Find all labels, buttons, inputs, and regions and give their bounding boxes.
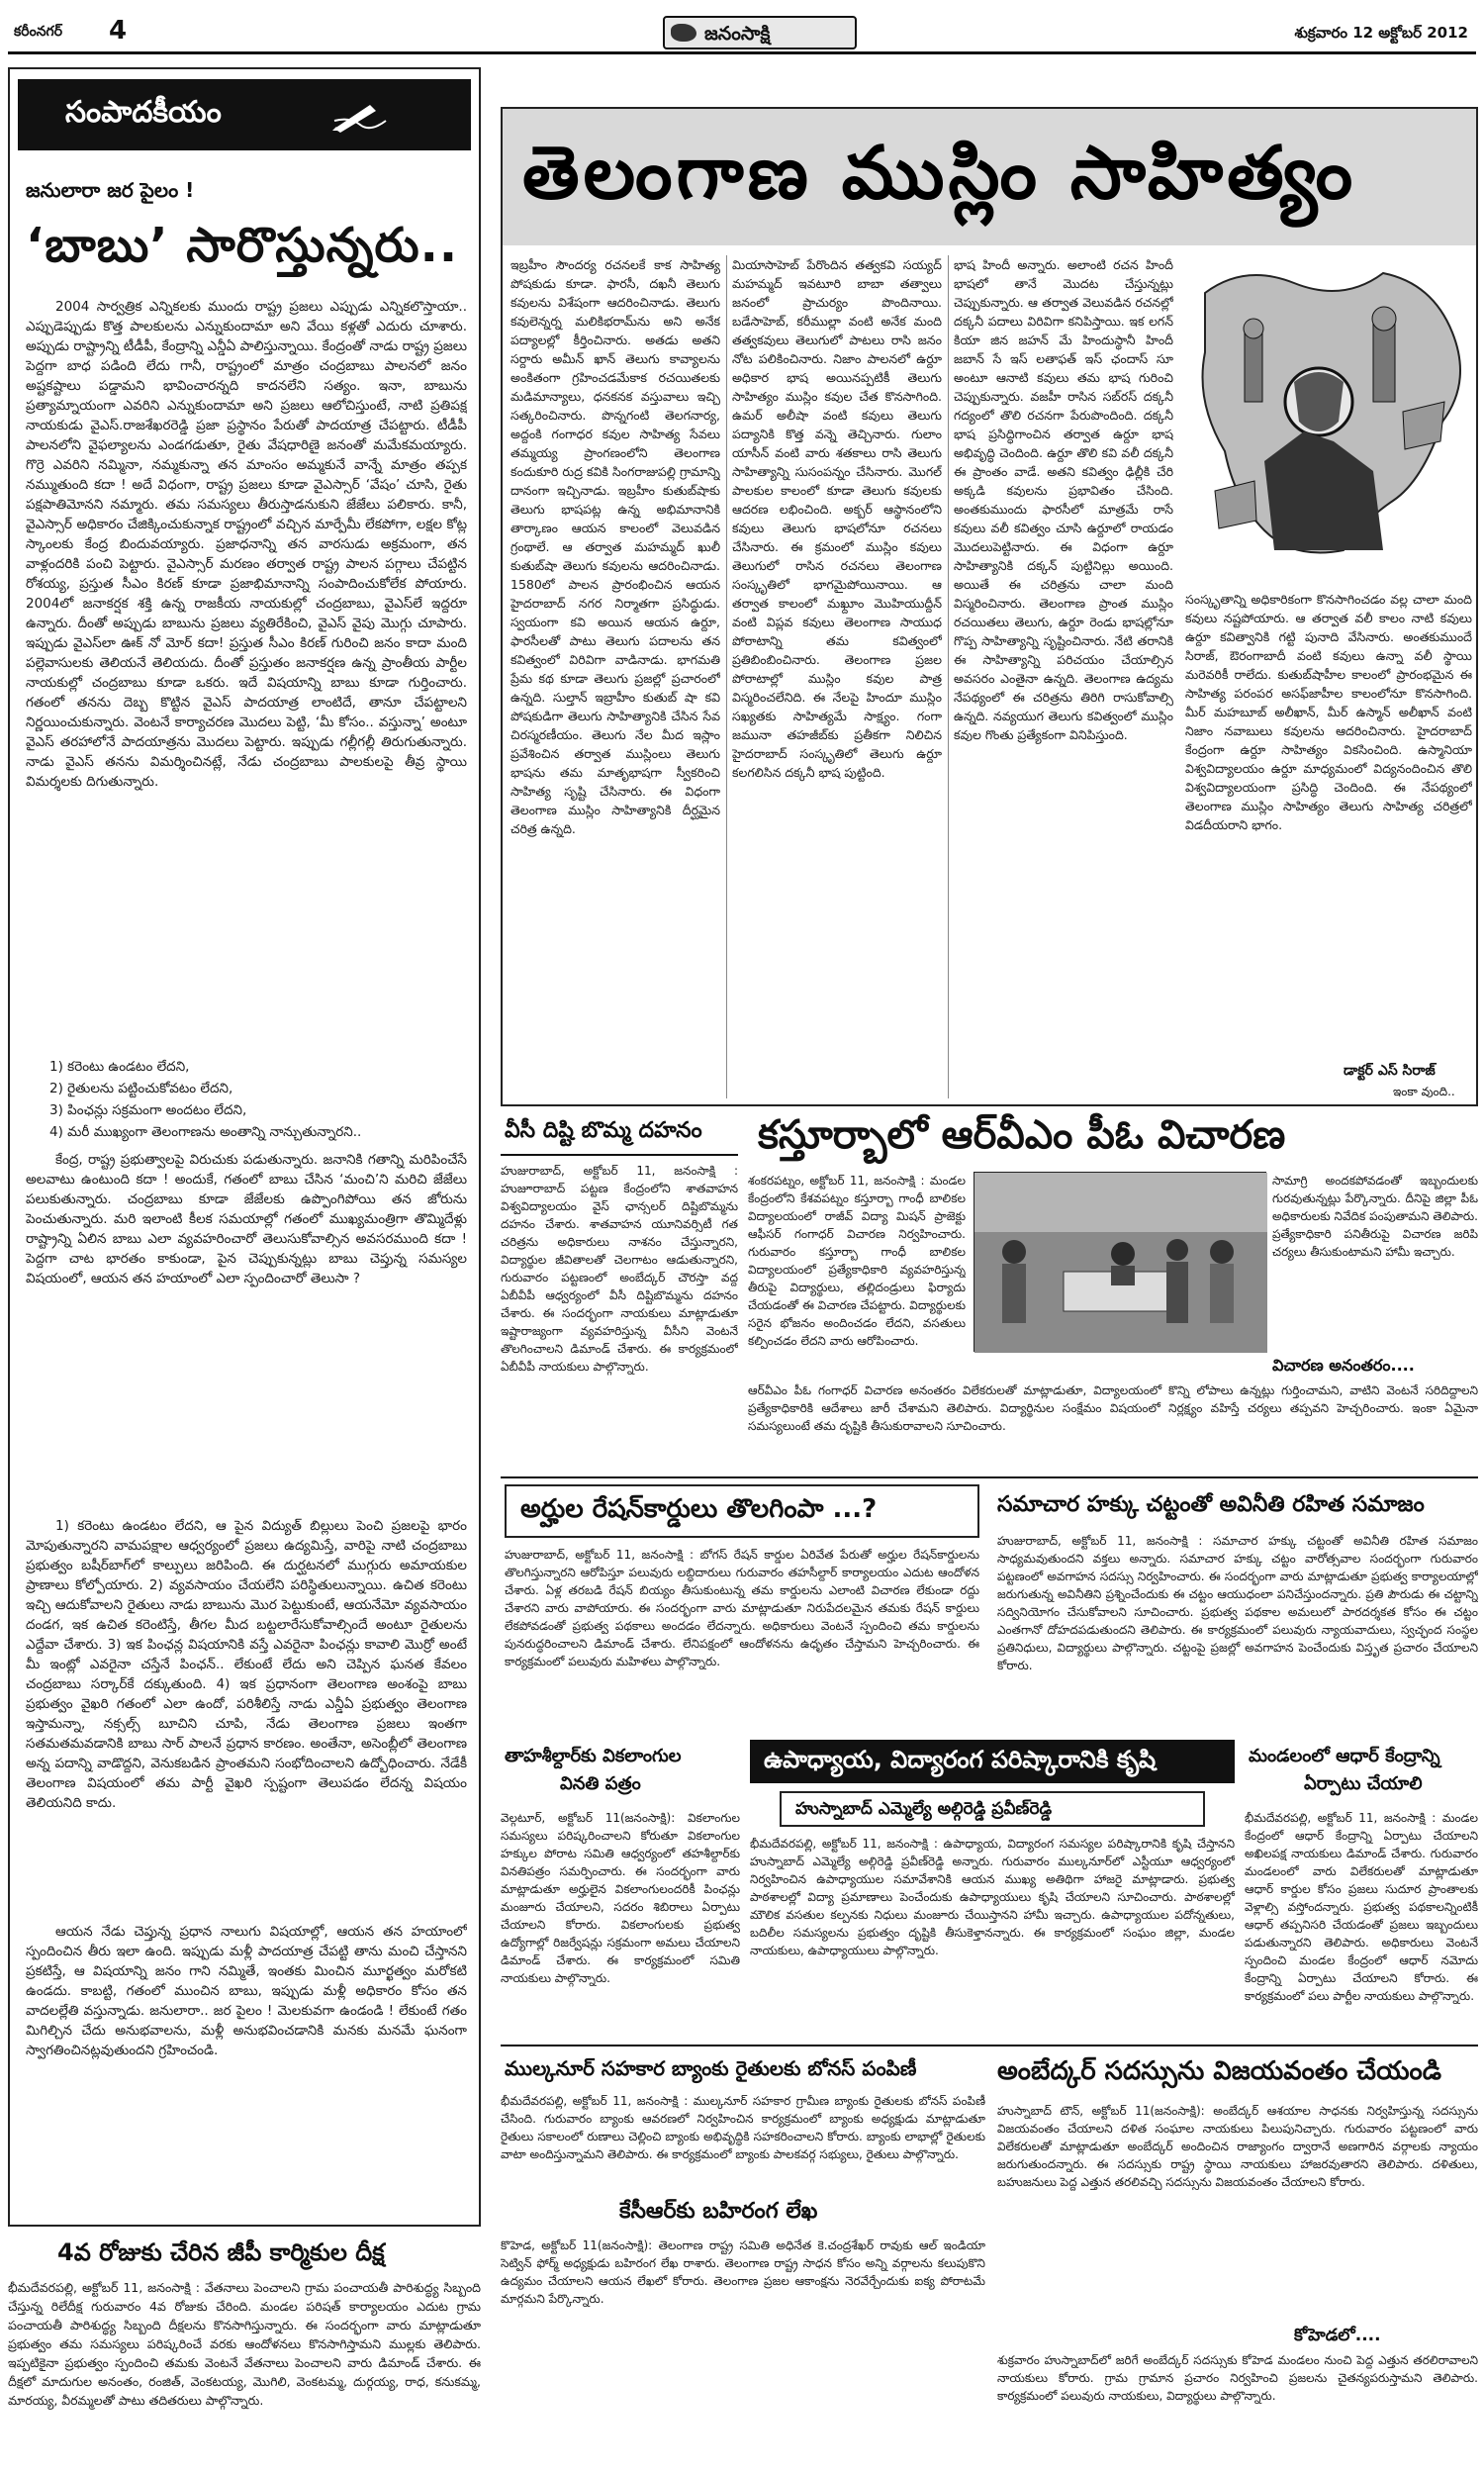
list-item: 3) పింఛన్లు సక్రమంగా అందటం లేదని, [49,1102,247,1118]
story-body: భీమదేవరపల్లి, అక్టోబర్ 11, జనంసాక్షి : ఉపాధ్యాయ, విద్యారంగ సమస్యల పరిష్కారానికి కృషి చేస్తానని హుస్నాబాద్ ఎమ్మెల్యే అల్గిరెడ్డి ప్రవీణ్‌రెడ్డి అన్నారు. గురువారం ముల్కనూర్‌లో ఎస్టీయూ ఆధ్వర్యంలో నిర్వహించిన ఉపాధ్యాయుల సమావేశానికి ఆయన ముఖ్య అతిథిగా హాజరై మాట్లాడారు. ప్రభుత్వ పాఠశాలల్లో విద్యా ప్రమాణాలు పెంచేందుకు ఉపాధ్యాయులు కృషి చేయాలని సూచించారు. పాఠశాలల్లో మౌలిక వసతుల కల్పనకు నిధులు మంజూరు చేయిస్తానని హామీ ఇచ్చారు. ఉపాధ్యాయుల పదోన్నతులు, బదిలీల సమస్యలను ప్రభుత్వం దృష్టికి తీసుకెళ్తానన్నారు. ఈ కార్యక్రమంలో సంఘం జిల్లా, మండల నాయకులు, ఉపాధ్యాయులు పాల్గొన్నారు. [750,1837,1235,1957]
story-body: భీమదేవరపల్లి, అక్టోబర్ 11, జనంసాక్షి : వేతనాలు పెంచాలని గ్రామ పంచాయతీ పారిశుద్ధ్య సిబ్బంది చేస్తున్న రిలేదీక్ష గురువారం 4వ రోజుకు చేరింది. మండల పరిషత్ కార్యాలయం ఎదుట గ్రామ పంచాయతీ పారిశుద్ధ్య సిబ్బంది దీక్షలను కొనసాగిస్తున్నారు. ఈ సందర్భంగా వారు మాట్లాడుతూ ప్రభుత్వం తమ సమస్యలు పరిష్కరించే వరకు ఆందోళనలు కొనసాగిస్తామని ముల్లకు తెలిపారు. ఇప్పటికైనా ప్రభుత్వం స్పందించి తమకు వెంటనే వేతనాలు పెంచాలని వారు డిమాండ్ చేశారు. ఈ దీక్షలో మాదుగుల అనంతం, రంజిత్, వెంకటయ్య, మొగిలి, వెంకటమ్మ, దుర్గయ్య, రాధ, కనుకమ్మ, మారయ్య, వీరమ్మలతో పాటు తదితరులు పాల్గొన్నారు. [8,2280,481,2408]
list-item: 2) రైతులను పట్టించుకోవటం లేదని, [49,1081,233,1096]
story-headline: కస్తూర్బాలో ఆర్‌వీఎం పీఓ విచారణ [758,1112,1286,1158]
feature-illustration [1185,253,1472,580]
headline-band [750,1740,1235,1783]
editorial-label: సంపాదకీయం [65,95,222,130]
column-divider [726,255,727,1098]
story-headline: అంబేద్కర్ సదస్సును విజయవంతం చేయండి [997,2056,1441,2086]
feature-col-2: మియాసాహెబ్ పేరొందిన తత్వకవి సయ్యద్ మహమ్మద్ ఇవటూరి బాబా తత్వాలు జనంలో ప్రాచుర్యం పొందినాయి. బడేసాహెబ్, కరీముల్లా వంటి అనేక మంది తత్వకవులు తెలుగులో పాటలు రాసి జనం నోట పలికించినారు. నిజాం పాలనలో ఉర్దూ అధికార భాష అయినప్పటికీ తెలుగు సాహిత్యం ముస్లిం కవుల చేత కొనసాగింది. ఉమర్ అలీషా వంటి కవులు తెలుగు పద్యానికి కొత్త వన్నె తెచ్చినారు. గులాం యాసీన్ వంటి వారు శతకాలు రాసి తెలుగు సాహిత్యాన్ని సుసంపన్నం చేసినారు. మొగల్ పాలకుల కాలంలో కూడా తెలుగు కవులకు ఆదరణ లభించింది. అక్బర్ ఆస్థానంలోని కవులు తెలుగు భాషలోనూ రచనలు చేసినారు. ఈ క్రమంలో ముస్లిం కవులు తెలుగులో రాసిన రచనలు తెలంగాణ సంస్కృతిలో భాగమైపోయినాయి. ఆ తర్వాత కాలంలో మఖ్దూం మొహియుద్దీన్ వంటి విప్లవ కవులు తెలంగాణ సాయుధ పోరాటాన్ని తమ కవిత్వంలో ప్రతిబింబించినారు. తెలంగాణ ప్రజల పోరాటాల్లో ముస్లిం కవుల పాత్ర విస్మరించలేనిది. ఈ నేలపై హిందూ ముస్లిం సఖ్యతకు సాహిత్యమే సాక్ష్యం. గంగా జమునా తహజీబ్‌కు ప్రతీకగా నిలిచిన హైదరాబాద్ సంస్కృతిలో తెలుగు ఉర్దూ కలగలిసిన దక్కనీ భాష పుట్టింది. [732,257,942,780]
story-teachers [750,1740,1235,2037]
story-headline: తాహశీల్దార్‌కు వికలాంగుల [505,1746,682,1766]
list-item: 4) మరీ ముఖ్యంగా తెలంగాణను అంతాన్ని నాన్చుతున్నారని.. [49,1124,362,1140]
editorial-box [8,67,481,2227]
subtitle-box [780,1791,1205,1827]
page-number: 4 [109,16,128,46]
story-subhead: కోహెడలో.... [1294,2326,1381,2345]
issue-date: శుక్రవారం 12 అక్టోబర్ 2012 [1294,24,1468,42]
telangana-map-illustration [1185,253,1472,580]
story-rti [997,1484,1478,1732]
story-body: భీమదేవరపల్లి, అక్టోబర్ 11, జనంసాక్షి : ముల్కనూర్ సహకార గ్రామీణ బ్యాంకు రైతులకు బోనస్ పంపిణీ చేసింది. గురువారం బ్యాంకు ఆవరణలో నిర్వహించిన కార్యక్రమంలో బ్యాంకు అధ్యక్షుడు మాట్లాడుతూ రైతులు సకాలంలో రుణాలు చెల్లించి బ్యాంకు అభివృద్ధికి సహకరించాలని కోరారు. బ్యాంకు లాభాల్లో రైతులకు వాటా అందిస్తున్నామని తెలిపారు. ఈ కార్యక్రమంలో బ్యాంకు పాలకవర్గ సభ్యులు, రైతులు పాల్గొన్నారు. [501,2094,985,2161]
editorial-title: ‘బాబు’ సారొస్తున్నరు.. [26,218,459,273]
list-item: 1) కరెంటు ఉండటం లేదని, [49,1059,190,1075]
headline-rule [501,1154,738,1156]
story-body: హుజురాబాద్, అక్టోబర్ 11, జనంసాక్షి : సమాచార హక్కు చట్టంతో అవినీతి రహిత సమాజం సాధ్యమవుతుందని వక్తలు అన్నారు. సమాచార హక్కు చట్టం వారోత్సవాల సందర్భంగా గురువారం పట్టణంలో అవగాహన సదస్సు నిర్వహించారు. ఈ సందర్భంగా వారు మాట్లాడుతూ ప్రభుత్వ కార్యాలయాల్లో జరుగుతున్న అవినీతిని ప్రశ్నించేందుకు ఈ చట్టం ఆయుధంలా పనిచేస్తుందన్నారు. ప్రతి పౌరుడు ఈ చట్టాన్ని సద్వినియోగం చేసుకోవాలని సూచించారు. ప్రభుత్వ పథకాల అమలులో పారదర్శకత కోసం ఈ చట్టం ఎంతగానో దోహదపడుతుందని తెలిపారు. ఈ కార్యక్రమంలో పలువురు న్యాయవాదులు, స్వచ్ఛంద సంస్థల ప్రతినిధులు, విద్యార్థులు పాల్గొన్నారు. చట్టంపై ప్రజల్లో అవగాహన పెంచేందుకు విస్తృత ప్రచారం చేయాలని కోరారు. [997,1534,1478,1672]
story-subhead: విచారణ అనంతరం.... [1272,1356,1415,1375]
logo-text: జనంసాక్షి [704,23,771,45]
story-body-bottom: ఆర్‌వీఎం పీఓ గంగాధర్ విచారణ అనంతరం విలేకరులతో మాట్లాడుతూ, విద్యాలయంలో కొన్ని లోపాలు ఉన్నట్లు గుర్తించామని, వాటిని వెంటనే సరిదిద్దాలని ప్రత్యేకాధికారికి ఆదేశాలు జారీ చేశామని తెలిపారు. విద్యార్థినుల సంక్షేమం విషయంలో నిర్లక్ష్యం వహిస్తే చర్యలు తప్పవని హెచ్చరించారు. ఇంకా ఏమైనా సమస్యలుంటే తమ దృష్టికి తీసుకురావాలని సూచించారు. [748,1383,1478,1433]
story-headline: కేసీఆర్‌కు బహిరంగ లేఖ [619,2199,818,2224]
story-body: హుస్నాబాద్ టౌన్, అక్టోబర్ 11(జనంసాక్షి): అంబేద్కర్ ఆశయాల సాధనకు నిర్వహిస్తున్న సదస్సును విజయవంతం చేయాలని దళిత సంఘాల నాయకులు పిలుపునిచ్చారు. గురువారం పట్టణంలో వారు విలేకరులతో మాట్లాడుతూ అంబేద్కర్ అందించిన రాజ్యాంగం ద్వారానే అణగారిన వర్గాలకు న్యాయం జరుగుతుందన్నారు. ఈ సదస్సుకు రాష్ట్ర స్థాయి నాయకులు హాజరవుతారని తెలిపారు. దళితులు, బహుజనులు పెద్ద ఎత్తున తరలివచ్చి సదస్సును విజయవంతం చేయాలని కోరారు. [997,2104,1478,2189]
feature-title: తెలంగాణ ముస్లిం సాహిత్యం [522,131,1357,216]
pen-icon [330,99,388,133]
story-body-left: శంకరపట్నం, అక్టోబర్ 11, జనంసాక్షి : మండల కేంద్రంలోని కేశవపట్నం కస్తూర్బా గాంధీ బాలికల విద్యాలయంలో రాజీవ్ విద్యా మిషన్ ప్రాజెక్టు ఆఫీసర్ గంగాధర్ విచారణ నిర్వహించారు. గురువారం కస్తూర్బా గాంధీ బాలికల విద్యాలయంలో ప్రత్యేకాధికారి వ్యవహరిస్తున్న తీరుపై విద్యార్థులు, తల్లిదండ్రులు ఫిర్యాదు చేయడంతో ఈ విచారణ చేపట్టారు. విద్యార్థులకు సరైన భోజనం అందించడం లేదని, వసతులు కల్పించడం లేదని వారు ఆరోపించారు. [748,1174,966,1348]
feature-col-3: భాష హిందీ అన్నారు. అలాంటి రచన హిందీ భాషలో తానే మొదట చేస్తున్నట్లు చెప్పుకున్నారు. ఆ తర్వాత వెలువడిన రచనల్లో దక్కనీ పదాలు విరివిగా కనిపిస్తాయి. ఇక లగన్ కియా జిన జహన్ మే హిందుస్థానీ హిందీ జబాన్ సే ఇస్ లతాఫత్ ఇస్ ఛందాస్‌ సూ అంటూ ఆనాటి కవులు తమ భాష గురించి చెప్పుకున్నారు. వజహీ రాసిన సబ్‌రస్ దక్కనీ గద్యంలో తొలి రచనగా పేరుపొందింది. దక్కనీ భాష ప్రసిద్ధిగాంచిన తర్వాత ఉర్దూ భాష అభివృద్ధి చెందింది. ఉర్దూ తొలి కవి వలీ దక్కనీ ఈ ప్రాంతం వాడే. అతని కవిత్వం ఢిల్లీకి చేరి అక్కడి కవులను ప్రభావితం చేసింది. అంతకుముందు ఫారసీలో మాత్రమే రాసే కవులు వలీ కవిత్వం చూసి ఉర్దూలో రాయడం మొదలుపెట్టినారు. ఈ విధంగా ఉర్దూ సాహిత్యానికి దక్కన్ పుట్టినిల్లు అయింది. అయితే ఈ చరిత్రను చాలా మంది విస్మరించినారు. తెలంగాణ ప్రాంత ముస్లిం రచయితలు తెలుగు, ఉర్దూ రెండు భాషల్లోనూ గొప్ప సాహిత్యాన్ని సృష్టించినారు. నేటి తరానికి ఈ సాహిత్యాన్ని పరిచయం చేయాల్సిన అవసరం ఎంతైనా ఉన్నది. తెలంగాణ ఉద్యమ నేపథ్యంలో ఈ చరిత్రను తిరిగి రాసుకోవాల్సి ఉన్నది. నవ్యయుగ తెలుగు కవిత్వంలో ముస్లిం కవుల గొంతు ప్రత్యేకంగా వినిపిస్తుంది. [954,257,1173,742]
story-headline: అర్హుల రేషన్‌కార్డులు తొలగింపా ...? [520,1494,878,1524]
editorial-middle: కేంద్ర, రాష్ట్ర ప్రభుత్వాలపై విరుచుకు పడుతున్నారు. జనానికి గతాన్ని మరిపించేసే అలవాటు ఉంటుంది కదా ! అందుకే, గతంలో బాబు చేసిన ‘మంచి’ని మరిచి జేజేలు పలుకుతున్నారు. చంద్రబాబు కూడా జేజేలకు ఉప్పొంగిపోయి తన జోరును పెంచుతున్నారు. మరి ఇలాంటి కీలక సమయాల్లో గతంలో ముఖ్యమంత్రిగా తొమ్మిదేళ్లు రాష్ట్రాన్ని ఏలిన బాబు ఎలా వ్యవహరించారో తెలుసుకోవాల్సిన అవసరముంది కదా ! పెద్దగా చాట భారతం కాకుండా, పైన చెప్పుకున్నట్లు బాబు చెప్తున్న సమస్యల విషయంలో, ఆయన తన హయాంలో ఎలా స్పందించారో తెలుసా ? [26,1152,467,1286]
story-jp-workers [8,2238,481,2466]
story-body: హుజురాబాద్, అక్టోబర్ 11, జనంసాక్షి : బోగస్ రేషన్ కార్డుల ఏరివేత పేరుతో అర్హుల రేషన్‌కార్డులను తొలగిస్తున్నారని ఆరోపిస్తూ పలువురు లబ్ధిదారులు గురువారం తహసీల్దార్ కార్యాలయం ఎదుట ఆందోళన చేశారు. ఏళ్ల తరబడి రేషన్ బియ్యం తీసుకుంటున్న తమ కార్డులను ఎలాంటి విచారణ లేకుండా రద్దు చేశారని వారు వాపోయారు. ఈ సందర్భంగా వారు మాట్లాడుతూ నిరుపేదలమైన తమకు రేషన్ కార్డులు లేకపోవడంతో ప్రభుత్వ పథకాలు అందడం లేదన్నారు. అధికారులు వెంటనే స్పందించి తమ కార్డులను పునరుద్ధరించాలని డిమాండ్ చేశారు. లేనిపక్షంలో ఆందోళనను ఉధృతం చేస్తామని హెచ్చరించారు. ఈ కార్యక్రమంలో పలువురు మహిళలు పాల్గొన్నారు. [505,1548,979,1668]
story-body: కొహెడ, అక్టోబర్ 11(జనంసాక్షి): తెలంగాణ రాష్ట్ర సమితి అధినేత కె.చంద్రశేఖర్ రావుకు ఆల్ ఇండియా సెట్విన్ ఫోర్మ్ అధ్యక్షుడు బహిరంగ లేఖ రాశారు. తెలంగాణ రాష్ట్ర సాధన కోసం అన్ని వర్గాలను కలుపుకొని ఉద్యమం చేయాలని ఆయన లేఖలో కోరారు. తెలంగాణ ప్రజల ఆకాంక్షను నెరవేర్చేందుకు ఐక్య పోరాటమే మార్గమని పేర్కొన్నారు. [501,2238,985,2306]
story-headline: 4వ రోజుకు చేరిన జీపీ కార్మికుల దీక్ష [57,2238,385,2266]
story-kcr-letter [501,2199,985,2466]
page-header [8,8,1476,53]
headline-box [505,1484,979,1538]
story-headline: వీసీ దిష్టి బొమ్మ దహనం [505,1118,702,1143]
story-kasturba [748,1112,1478,1469]
story-photo [974,1172,1266,1352]
story-headline: ముల్కనూర్ సహకార బ్యాంకు రైతులకు బోనస్ పంపిణీ [505,2056,917,2080]
feature-title-band [503,109,1476,245]
section-rule [501,2045,1478,2046]
story-headline: మండలంలో ఆధార్ కేంద్రాన్ని [1249,1746,1440,1766]
story-headline: సమాచార హక్కు చట్టంతో అవినీతి రహిత సమాజం [997,1492,1425,1517]
column-divider [948,255,949,1098]
story-vc-effigy [501,1112,738,1469]
story-bank-bonus [501,2052,985,2191]
editorial-kicker: జనులారా జర పైలం ! [26,178,195,202]
story-headline: ఉపాధ్యాయ, విద్యారంగ పరిష్కారానికి కృషి [764,1746,1157,1773]
story-aadhaar [1245,1740,1478,2037]
story-headline-line-2: ఏర్పాటు చేయాలి [1304,1773,1423,1794]
feature-continued: ఇంకా వుంది.. [1393,1085,1455,1098]
story-subtitle: హుస్నాబాద్ ఎమ్మెల్యే అల్గిరెడ్డి ప్రవీణ్‌రెడ్డి [795,1799,1053,1819]
story-body: భీమదేవరపల్లి, అక్టోబర్ 11, జనంసాక్షి : మండల కేంద్రంలో ఆధార్ కేంద్రాన్ని ఏర్పాటు చేయాలని అఖిలపక్ష నాయకులు డిమాండ్ చేశారు. గురువారం మండలంలో వారు విలేకరులతో మాట్లాడుతూ ఆధార్ కార్డుల కోసం ప్రజలు సుదూర ప్రాంతాలకు వెళ్లాల్సి వస్తోందన్నారు. ప్రభుత్వ పథకాలన్నింటికీ ఆధార్ తప్పనిసరి చేయడంతో ప్రజలు ఇబ్బందులు పడుతున్నారని తెలిపారు. అధికారులు వెంటనే స్పందించి మండల కేంద్రంలో ఆధార్ నమోదు కేంద్రాన్ని ఏర్పాటు చేయాలని కోరారు. ఈ కార్యక్రమంలో పలు పార్టీల నాయకులు పాల్గొన్నారు. [1245,1811,1478,2003]
story-body: వెల్గటూర్, అక్టోబర్ 11(జనంసాక్షి): వికలాంగుల సమస్యలు పరిష్కరించాలని కోరుతూ వికలాంగుల హక్కుల పోరాట సమితి ఆధ్వర్యంలో తహశీల్దార్‌కు వినతిపత్రం సమర్పించారు. ఈ సందర్భంగా వారు మాట్లాడుతూ అర్హులైన వికలాంగులందరికీ పింఛన్లు మంజూరు చేయాలని, సదరం శిబిరాలు ఏర్పాటు చేయాలని కోరారు. వికలాంగులకు ప్రభుత్వ ఉద్యోగాల్లో రిజర్వేషన్లు సక్రమంగా అమలు చేయాలని డిమాండ్ చేశారు. ఈ కార్యక్రమంలో సమితి నాయకులు పాల్గొన్నారు. [501,1811,740,1985]
story-ration-cards [501,1484,985,1732]
editorial-banner [18,79,471,150]
feature-col-4: సంస్కృతాన్ని అధికారికంగా కొనసాగించడం వల్ల చాలా మంది కవులు నష్టపోయారు. ఆ తర్వాత వలీ కాలం నాటి కవులు ఉర్దూ కవిత్వానికి గట్టి పునాది వేసినారు. అంతకుముందే సిరాజ్, ఔరంగాబాదీ వంటి కవులు ఉన్నా వలీ స్థాయి మరెవరికీ రాలేదు. కుతుబ్‌షాహీల కాలంలో ప్రారంభమైన ఈ సాహిత్య పరంపర అసఫ్‌జాహీల కాలంలోనూ కొనసాగింది. మీర్ మహబూబ్ అలీఖాన్, మీర్ ఉస్మాన్ అలీఖాన్ వంటి నిజాం నవాబులు కవులను ఆదరించినారు. హైదరాబాద్ కేంద్రంగా ఉర్దూ సాహిత్యం వికసించింది. ఉస్మానియా విశ్వవిద్యాలయం ఉర్దూ మాధ్యమంలో విద్యనందించిన తొలి విశ్వవిద్యాలయంగా ప్రసిద్ధి చెందింది. ఈ నేపథ్యంలో తెలంగాణ ముస్లిం సాహిత్యం తెలుగు సాహిత్య చరిత్రలో విడదీయరాని భాగం. [1185,592,1472,832]
story-body-right: సామాగ్రి అందకపోవడంతో ఇబ్బందులకు గురవుతున్నట్లు పేర్కొన్నారు. దీనిపై జిల్లా పీఓ అధికారులకు నివేదిక పంపుతామని తెలిపారు. ప్రత్యేకాధికారి పనితీరుపై విచారణ జరిపి చర్యలు తీసుకుంటామని హామీ ఇచ్చారు. [1272,1174,1478,1259]
feature-box [501,107,1478,1106]
section-rule [501,1476,1478,1478]
feature-col-1: ఇబ్రహీం సౌందర్య రచనలకే కాక సాహిత్య పోషకుడు కూడా. ఫారసీ, దఖనీ తెలుగు కవులను విశేషంగా ఆదరించినాడు. తెలుగు కవులెన్నర్న మలికిభరామ్‌ను అని అనేక పద్యాలల్లో కీర్తించినారు. అతడు అతని సర్దారు అమీన్ ఖాన్ తెలుగు కావ్యాలను అంకితంగా గ్రహించడమేకాక రచయితలకు మడిమాన్యాలు, ధనకనక వస్తువాలు ఇచ్చి సత్కరించినారు. పొన్నగంటి తెలగనార్య, అద్దంకి గంగాధర కవుల సాహిత్య సేవలు తమ్మయ్య ప్రాంగణంలోని తెలంగాణ కందుకూరి రుద్ర కవికి సింగరాజుపల్లి గ్రామాన్ని దానంగా ఇచ్చినాడు. ఇబ్రహీం కుతుబ్‌షాకు తెలుగు భాషపట్ల ఉన్న అభిమానానికి తార్కాణం ఆయన కాలంలో వెలువడిన గ్రంథాలే. ఆ తర్వాత మహమ్మద్ ఖులీ కుతుబ్‌షా తెలుగు కవులను ఆదరించినాడు. 1580లో పాలన ప్రారంభించిన ఆయన హైదరాబాద్ నగర నిర్మాతగా ప్రసిద్ధుడు. స్వయంగా కవి అయిన ఆయన ఉర్దూ, ఫారసీలతో పాటు తెలుగు పదాలను తన కవిత్వంలో విరివిగా వాడినాడు. భాగమతి ప్రేమ కథ కూడా తెలుగు ప్రజల్లో ప్రచారంలో ఉన్నది. సుల్తాన్ ఇబ్రాహీం కుతుబ్ షా కవి పోషకుడిగా తెలుగు సాహిత్యానికి చేసిన సేవ చిరస్మరణీయం. తెలుగు నేల మీద ఇస్లాం ప్రవేశించిన తర్వాత ముస్లింలు తెలుగు భాషను తమ మాతృభాషగా స్వీకరించి సాహిత్య సృష్టి చేసినారు. ఈ విధంగా తెలంగాణ ముస్లిం సాహిత్యానికి దీర్ఘమైన చరిత్ర ఉన్నది. [510,257,720,836]
header-rule [8,51,1476,54]
officials-meeting-photo [974,1173,1267,1353]
story-disabled-petition [501,1740,740,2037]
story-headline-line-2: వినతి పత్రం [560,1773,641,1794]
story-ambedkar [997,2052,1478,2466]
editorial-intro: 2004 సార్వత్రిక ఎన్నికలకు ముందు రాష్ట్ర ప్రజలు ఎప్పుడు ఎన్నికలొస్తాయా.. ఎప్పుడెప్పుడు కొత్త పాలకులను ఎన్నుకుందామా అని వేయి కళ్లతో ఎదురు చూశారు. అప్పుడు రాష్ట్రాన్ని టీడీపీ, కేంద్రాన్ని ఎన్డీఏ పాలిస్తున్నాయి. కేంద్రంతో నాడు రాష్ట్ర ప్రజలు పెద్దగా బాధ పడింది లేదు గానీ, రాష్ట్రంలో మాత్రం చంద్రబాబు పాలనలో జనం అష్టకష్టాలు పడ్డామని భావించారన్నది కాదనలేని సత్యం. ఇనా, బాబును ప్రత్యామ్నాయంగా ఎవరిని ఎన్నుకుందామా అని ప్రజలు ఆలోచిస్తుంటే, నాటి ప్రతిపక్ష నాయకుడు వైఎస్.రాజశేఖరరెడ్డి ప్రజా ప్రస్థానం పేరుతో పాదయాత్ర చేపట్టారు. టీడీపీ పాలనలోని వైఫల్యాలను ఎండగడుతూ, రైతు వేషధారిణై జనంతో మమేకమయ్యారు. గొర్రె ఎవరిని నమ్మినా, నమ్మకున్నా తన మాంసం అమ్మకునే వాన్నే మాత్రం తప్పక నమ్ముతుంది కదా ! అదే విధంగా, రాష్ట్ర ప్రజలు కూడా వైఎస్సార్ ‘వేషం’ చూసి, రైతు పక్షపాతిమోనని నమ్మారు. తమ సమస్యలు తీరుస్తాడనుకుని జేజేలు పలికారు. కానీ, వైఎస్సార్ అధికారం చేజిక్కించుకున్నాక రాష్ట్రంలో వచ్చిన మార్పేమీ లేకపోగా, లక్షల కోట్ల స్కాంలకు కేంద్ర బిందువయ్యారు. ప్రజాధనాన్ని తన వారసుడు అక్రమంగా, తన వాళ్లందరికి పంచి పెట్టారు. వైఎస్సార్ మరణం తర్వాత రాష్ట్ర పాలన పగ్గాలు చేపట్టిన రోశయ్య, ప్రస్తుత సీఎం కిరణ్ కూడా ప్రజాభిమానాన్ని సంపాదించుకోలేక పోయారు. 2004లో జనాకర్షక శక్తి ఉన్న రాజకీయ నాయకుల్లో చంద్రబాబు, వైఎస్‌లే ఇద్దరూ ఉన్నారు. దీంతో అప్పుడు బాబును ప్రజలు వ్యతిరేకించి, వైఎస్‌ వైపు మొగ్గు చూపారు. ఇప్పుడు వైఎస్‌లా ఊక్ నో మోర్ కదా! ప్రస్తుత సీఎం కిరణ్ గురించి జనం కాదా మంది పల్లెవాసులకు తెలియనే తెలియదు. దీంతో ప్రస్తుతం జనాకర్షణ ఉన్న ప్రాంతీయ పార్టీల నాయకుల్లో చంద్రబాబు కూడా ఒకరు. ఇదే విషయాన్ని బాబు కూడా గుర్తించారు. గతంలో తనను దెబ్బ కొట్టిన వైఎస్‌ పాదయాత్ర లాంటిదే, తానూ చేపట్టాలని నిర్ణయించుకున్నారు. వెంటనే కార్యాచరణ మొదలు పెట్టి, ‘మీ కోసం.. వస్తున్నా’ అంటూ వైఎస్‌ తరహాలోనే పాదయాత్రను మొదలు పెట్టారు. ఇప్పుడు గల్లీగల్లీ తిరుగుతున్నారు. నాడు వైఎస్ తనను విమర్శించినట్లే, నేడు చంద్రబాబు పాలకులపై తీవ్ర స్థాయి విమర్శలకు దిగుతున్నారు. [26,299,467,790]
editorial-list-1 [49,1057,465,1144]
editorial-list-2: 1) కరెంటు ఉండటం లేదని, ఆ పైన విద్యుత్ బిల్లులు పెంచి ప్రజలపై భారం మోపుతున్నారని వామపక్షాల ఆధ్వర్యంలో ప్రజలు ఉద్యమిస్తే, వారిపై నాటి చంద్రబాబు ప్రభుత్వం బషీర్‌బాగ్‌లో కాల్పులు జరిపింది. ఈ దుర్ఘటనలో ముగ్గురు అమాయకుల ప్రాణాలు కోల్పోయారు. 2) వ్యవసాయం చేయలేని పరిస్థితులున్నాయి. ఉచిత కరెంటు ఇచ్చి ఆదుకోవాలని రైతులు నాడు బాబును మొర పెట్టుకుంటే, ఆయనేమో వ్యవసాయం దండగ, ఇక ఉచిత కరెంటిస్తే, తీగల మీద బట్టలారేసుకోవాల్సిందే అంటూ రైతులను ఎద్దేవా చేశారు. 3) ఇక పింఛన్ల విషయానికి వస్తే ఎవరైనా పింఛన్లు కావాలి మొర్రో అంటే మీ ఇంట్లో ఎవరైనా చస్తేనే పింఛన్.. లేకుంటే లేదు అని చెప్పిన ఘనత కేవలం చంద్రబాబు సర్కార్‌కే దక్కుతుంది. 4) ఇక ప్రధానంగా తెలంగాణ అంశంపై బాబు ప్రభుత్వం వైఖరి గతంలో ఎలా ఉందో, పరిశీలిస్తే నాడు ఎన్డీఏ ప్రభుత్వం తెలంగాణ ఇస్తామన్నా, నక్సల్స్ బూచిని చూపి, నేడు తెలంగాణ ప్రజలు ఇంతగా సతమతమవడానికి బాబు సార్ పాలనే ప్రధాన కారణం. అంతేనా, అసెంబ్లీలో తెలంగాణ అన్న పదాన్ని వాడొద్దని, వెనుకబడిన ప్రాంతమని సంభోదించాలని ఉద్బోధించారు. నేడేకీ తెలంగాణ విషయంలో తమ పార్టీ వైఖరి స్పష్టంగా తెలుపడం లేదన్న విషయం తెలియనిది కాదు. [26,1518,467,1811]
story-sub-body: శుక్రవారం హుస్నాబాద్‌లో జరిగే అంబేద్కర్ సదస్సుకు కోహెడ మండలం నుంచి పెద్ద ఎత్తున తరలిరావాలని నాయకులు కోరారు. గ్రామ గ్రామాన ప్రచారం నిర్వహించి ప్రజలను చైతన్యపరుస్తామని తెలిపారు. కార్యక్రమంలో పలువురు నాయకులు, విద్యార్థులు పాల్గొన్నారు. [997,2353,1478,2403]
editorial-closing: ఆయన నేడు చెప్తున్న ప్రధాన నాలుగు విషయాల్లో, ఆయన తన హయాంలో స్పందించిన తీరు ఇలా ఉంది. ఇప్పుడు మళ్లీ పాదయాత్ర చేపట్టి తాను మంచి చేస్తానని ప్రకటిస్తే, ఆ విషయాన్ని జనం గాని నమ్మితే, ఇంతకు మించిన మూర్ఖత్వం మరోకటి ఉండదు. కాబట్టి, గతంలో ముంచిన బాబు, ఇప్పుడు మళ్లీ అధికారం కోసం తన వాదలల్లేతి వస్తున్నాడు. జనులారా.. జర పైలం ! మెలకువగా ఉండండి ! లేకుంటే గతం మిగిల్చిన చేదు అనుభవాలను, మళ్లీ అనుభవించడానికి మనకు మనమే ఘనంగా స్వాగతించినట్లవుతుందని గ్రహించండి. [26,1924,467,2058]
newspaper-logo [663,16,857,49]
feature-byline: డాక్టర్ ఎస్ సిరాజ్ [1344,1063,1436,1079]
story-body: హుజురాబాద్, అక్టోబర్ 11, జనంసాక్షి : హుజూరాబాద్ పట్టణ కేంద్రంలోని శాతవాహన విశ్వవిద్యాలయం వైస్ ఛాన్సలర్ దిష్టిబొమ్మను దహనం చేశారు. శాతవాహన యూనివర్సిటీ గత చరిత్రను అధికారులు నాశనం చేస్తున్నారని, విద్యార్థుల జీవితాలతో చెలగాటం ఆడుతున్నారని, గురువారం పట్టణంలో అంబేద్కర్ చౌరస్తా వద్ద ఏబీవీపీ ఆధ్వర్యంలో వీసీ దిష్టిబొమ్మను దహనం చేశారు. ఈ సందర్భంగా నాయకులు మాట్లాడుతూ ఇష్టారాజ్యంగా వ్యవహరిస్తున్న వీసీని వెంటనే తొలగించాలని డిమాండ్ చేశారు. ఈ కార్యక్రమంలో ఏబీవీపీ నాయకులు పాల్గొన్నారు. [501,1164,738,1374]
logo-mark-icon [671,24,696,42]
edition-name: కరీంనగర్ [14,24,62,40]
